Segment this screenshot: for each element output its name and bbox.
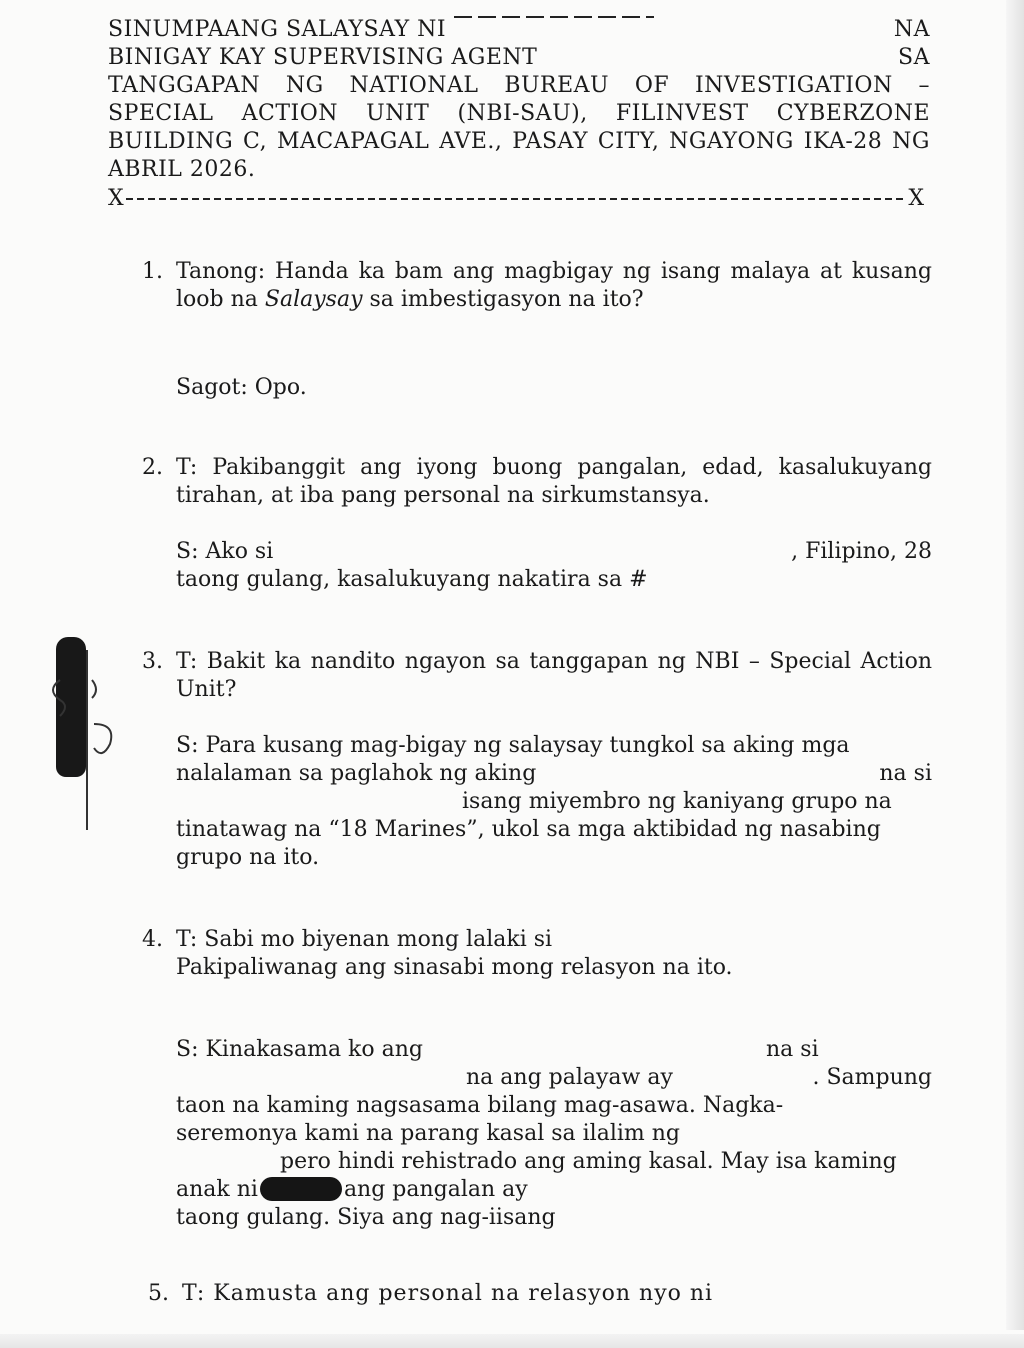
answer-text: nalalaman sa paglahok ng aking [176, 761, 537, 786]
header-given-to: BINIGAY KAY SUPERVISING AGENT [108, 45, 538, 70]
answer-line: S: Para kusang mag-bigay ng salaysay tungkol sa aking mga [176, 733, 850, 758]
question-number: 3. [142, 649, 163, 674]
answer-line [176, 1176, 932, 1204]
answer-4 [176, 1036, 932, 1232]
scan-edge-right [1006, 0, 1024, 1330]
redaction-mark [260, 1177, 342, 1201]
question-text: T: Pakibanggit ang iyong buong pangalan, edad, kasalukuyang tirahan, at iba pang personal na sirkumstansya. [176, 455, 932, 508]
question-text-part: Tanong: Handa ka bam ang magbigay ng isang malaya at kusang loob na [176, 259, 932, 312]
question-text-italic: Salaysay [264, 287, 363, 312]
header-blank-dashes [454, 16, 654, 18]
answer-text: Sagot: Opo. [176, 375, 307, 400]
header-title: SINUMPAANG SALAYSAY NI [108, 17, 447, 42]
answer-line: seremonya kami na parang kasal sa ilalim ng [176, 1121, 681, 1146]
answer-line [176, 1064, 932, 1092]
answer-text: , Filipino, 28 [791, 539, 932, 564]
answer-line: tinatawag na “18 Marines”, ukol sa mga aktibidad ng nasabing [176, 817, 881, 842]
question-text [176, 258, 932, 314]
answer-line: isang miyembro ng kaniyang grupo na [462, 789, 892, 814]
question-number: 4. [142, 927, 163, 952]
affidavit-header [108, 16, 930, 184]
answer-1 [176, 374, 932, 402]
header-na: NA [893, 17, 930, 42]
question-text-part: sa imbestigasyon na ito? [362, 287, 644, 312]
question-text: T: Bakit ka nandito ngayon sa tanggapan ng NBI – Special Action Unit? [176, 649, 932, 702]
answer-line: taon na kaming nagsasama bilang mag-asawa. Nagka- [176, 1093, 784, 1118]
answer-text: na ang palayaw ay [466, 1065, 673, 1090]
header-line-1 [108, 16, 930, 44]
question-3 [142, 648, 932, 704]
question-line: Pakipaliwanag ang sinasabi mong relasyon na ito. [176, 955, 733, 980]
separator-left-x: X [108, 186, 124, 211]
margin-doodle [40, 660, 120, 770]
answer-line [176, 1036, 932, 1064]
answer-text: S: Kinakasama ko ang [176, 1037, 423, 1062]
separator-dashes [126, 198, 907, 200]
separator-right-x: X [908, 186, 924, 211]
answer-text: na si [879, 761, 932, 786]
header-separator [108, 186, 924, 211]
header-line-3: TANGGAPAN NG NATIONAL BUREAU OF INVESTIGATION – [108, 73, 930, 98]
question-line: T: Sabi mo biyenan mong lalaki si [176, 927, 553, 952]
question-5 [148, 1280, 938, 1308]
answer-text: anak ni [176, 1177, 258, 1202]
header-line-6: ABRIL 2026. [108, 157, 256, 182]
answer-line [176, 760, 932, 788]
answer-text: ang pangalan ay [343, 1177, 528, 1202]
answer-text: S: Ako si [176, 539, 274, 564]
header-line-2 [108, 44, 930, 72]
answer-line: pero hindi rehistrado ang aming kasal. May isa kaming [280, 1149, 897, 1174]
answer-line [176, 538, 932, 566]
question-2 [142, 454, 932, 510]
answer-text: na si [766, 1037, 819, 1062]
answer-3 [176, 732, 932, 872]
header-line-4: SPECIAL ACTION UNIT (NBI-SAU), FILINVEST CYBERZONE [108, 101, 930, 126]
question-text: T: Kamusta ang personal na relasyon nyo ni [182, 1281, 714, 1306]
answer-line: taong gulang. Siya ang nag-iisang [176, 1205, 556, 1230]
question-number: 1. [142, 259, 163, 284]
answer-text: . Sampung [812, 1065, 932, 1090]
answer-line: taong gulang, kasalukuyang nakatira sa # [176, 567, 648, 592]
question-text [176, 926, 932, 982]
answer-2 [176, 538, 932, 594]
scan-edge-bottom [0, 1334, 1024, 1348]
question-number: 5. [148, 1281, 169, 1306]
question-number: 2. [142, 455, 163, 480]
answer-line: grupo na ito. [176, 845, 320, 870]
question-4 [142, 926, 932, 982]
header-line-5: BUILDING C, MACAPAGAL AVE., PASAY CITY, NGAYONG IKA-28 NG [108, 129, 930, 154]
header-sa: SA [898, 45, 930, 70]
question-1 [142, 258, 932, 314]
